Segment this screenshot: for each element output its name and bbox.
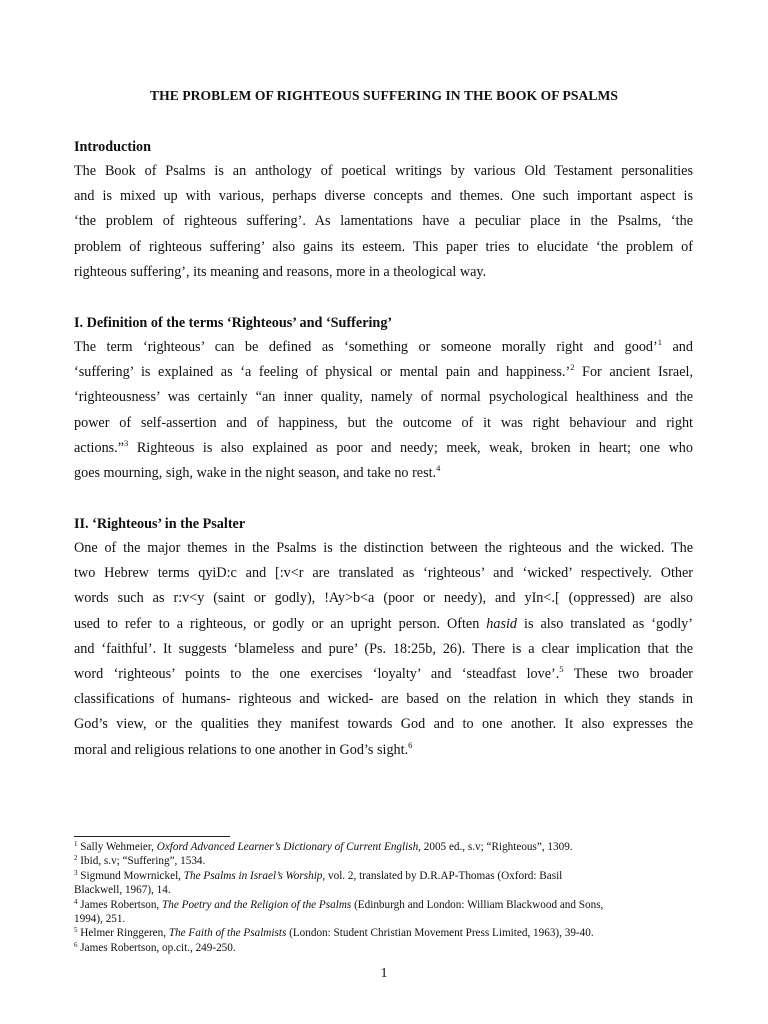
paragraph-line [74,335,693,360]
footnote-text: (London: Student Christian Movement Press Limited, 1963), 39-40. [286,927,594,940]
section-1-heading: I. Definition of the terms ‘Righteous’ and ‘Suffering’ [74,315,393,331]
footnote-text: Helmer Ringgeren, [77,927,169,940]
footnote [74,854,693,868]
paragraph-line: and is mixed up with various, perhaps diverse concepts and themes. One such important aspect is [74,188,693,205]
footnote-number: 4 [74,897,78,906]
paragraph-line: The Book of Psalms is an anthology of poetical writings by various Old Testament personalities [74,163,693,179]
document-title: THE PROBLEM OF RIGHTEOUS SUFFERING IN THE BOOK OF PSALMS [150,88,618,103]
footnote-text: Blackwell, 1967), 14. [74,884,171,897]
footnote-ref: 6 [408,739,413,750]
footnote-title: The Faith of the Psalmists [168,927,287,940]
footnote-number: 5 [74,926,78,935]
line-text: goes mourning, sigh, wake in the night season, and take no rest. [74,464,437,481]
footnote-text: James Robertson, op.cit., 249-250. [77,941,236,954]
intro-paragraph [74,159,693,285]
line-text: actions.” [74,439,125,456]
footnote-title: Oxford Advanced Learner’s Dictionary of Current English [156,841,419,853]
footnote [74,898,693,912]
footnote [74,840,693,854]
line-text: For ancient Israel, [574,364,693,381]
line-text: used to refer to a righteous, or godly or an upright person. Often [74,615,480,632]
line-text: and [662,339,693,355]
footnote-number: 2 [74,854,78,863]
footnote-title: The Psalms in Israel’s Worship [183,869,323,882]
footnote-title: The Poetry and the Religion of the Psalms [162,898,352,911]
section-2-paragraph [74,536,693,763]
footnote-text: , 2005 ed., s.v; “Righteous”, 1309. [418,841,573,853]
footnote-ref: 2 [570,362,575,373]
section-2-heading: II. ‘Righteous’ in the Psalter [74,516,246,532]
footnote-text: 1994), 251. [74,913,126,926]
page-number: 1 [380,966,388,981]
footnote-text: James Robertson, [77,898,163,911]
footnote-text: (Edinburgh and London: William Blackwood and Sons, [351,898,604,911]
footnote-number: 1 [74,840,78,848]
footnote-text: Ibid, s.v; “Suffering”, 1534. [77,855,206,868]
footnote-text: Sigmund Mowrnickel, [77,869,184,882]
paragraph-line [74,662,693,687]
line-text: word ‘righteous’ points to the one exercises ‘loyalty’ and ‘steadfast love’. [74,665,560,682]
paragraph-line: power of self-assertion and of happiness, but the outcome of it was right behaviour and right [74,414,693,431]
line-text: The term ‘righteous’ can be defined as ‘something or someone morally right and good’ [74,339,658,355]
footnote-ref: 4 [436,462,441,473]
footnote [74,869,693,883]
line-text: moral and religious relations to one another in God’s sight. [74,741,409,758]
footnote-continuation [74,883,693,897]
footnote-number: 3 [74,868,78,877]
section-1-paragraph [74,335,693,486]
paragraph-line: righteous suffering’, its meaning and reasons, more in a theological way. [74,263,487,280]
footnote-text: Sally Wehmeier, [77,841,157,853]
paragraph-line: problem of righteous suffering’ also gains its esteem. This paper tries to elucidate ‘the problem of [74,238,693,255]
footnote-continuation [74,912,693,926]
line-text: These two broader [563,665,693,682]
intro-heading: Introduction [74,139,151,155]
footnotes [74,840,693,955]
footnote-ref: 3 [124,437,129,448]
footnote-ref: 5 [559,663,564,674]
footnote-text: , vol. 2, translated by D.R.AP-Thomas (Oxford: Basil [322,869,563,882]
paragraph-line: classifications of humans- righteous and wicked- are based on the relation in which they stands in [74,691,693,708]
paragraph-line [74,738,693,763]
paragraph-line: two Hebrew terms qyiD:c and [:v<r are translated as ‘righteous’ and ‘wicked’ respectively. Other [74,565,693,582]
paragraph-line: ‘righteousness’ was certainly “an inner quality, namely of normal psychological healthiness and the [74,389,693,406]
paragraph-line [74,612,693,637]
line-text: Righteous is also explained as poor and needy; meek, weak, broken in heart; one who [128,439,693,456]
line-text: is also translated as ‘godly’ [517,615,693,632]
footnote [74,926,693,940]
paragraph-line [74,461,693,486]
footnote-ref: 1 [657,337,662,347]
footnote-number: 6 [74,940,78,949]
italic-term: hasid [486,615,518,632]
line-text: ‘suffering’ is explained as ‘a feeling of physical or mental pain and happiness.’ [74,364,571,381]
paragraph-line: God’s view, or the qualities they manifest towards God and to one another. It also expresses the [74,716,693,733]
paragraph-line [74,360,693,385]
paragraph-line [74,436,693,461]
footnote [74,941,693,955]
paragraph-line: ‘the problem of righteous suffering’. As lamentations have a peculiar place in the Psalms, ‘the [74,213,693,230]
footnote-separator [74,836,230,837]
paragraph-line: and ‘faithful’. It suggests ‘blameless and pure’ (Ps. 18:25b, 26). There is a clear implication that the [74,640,693,657]
paragraph-line: One of the major themes in the Psalms is the distinction between the righteous and the wicked. The [74,540,693,556]
paragraph-line: words such as r:v<y (saint or godly), !Ay>b<a (poor or needy), and yIn<.[ (oppressed) are also [74,590,693,607]
